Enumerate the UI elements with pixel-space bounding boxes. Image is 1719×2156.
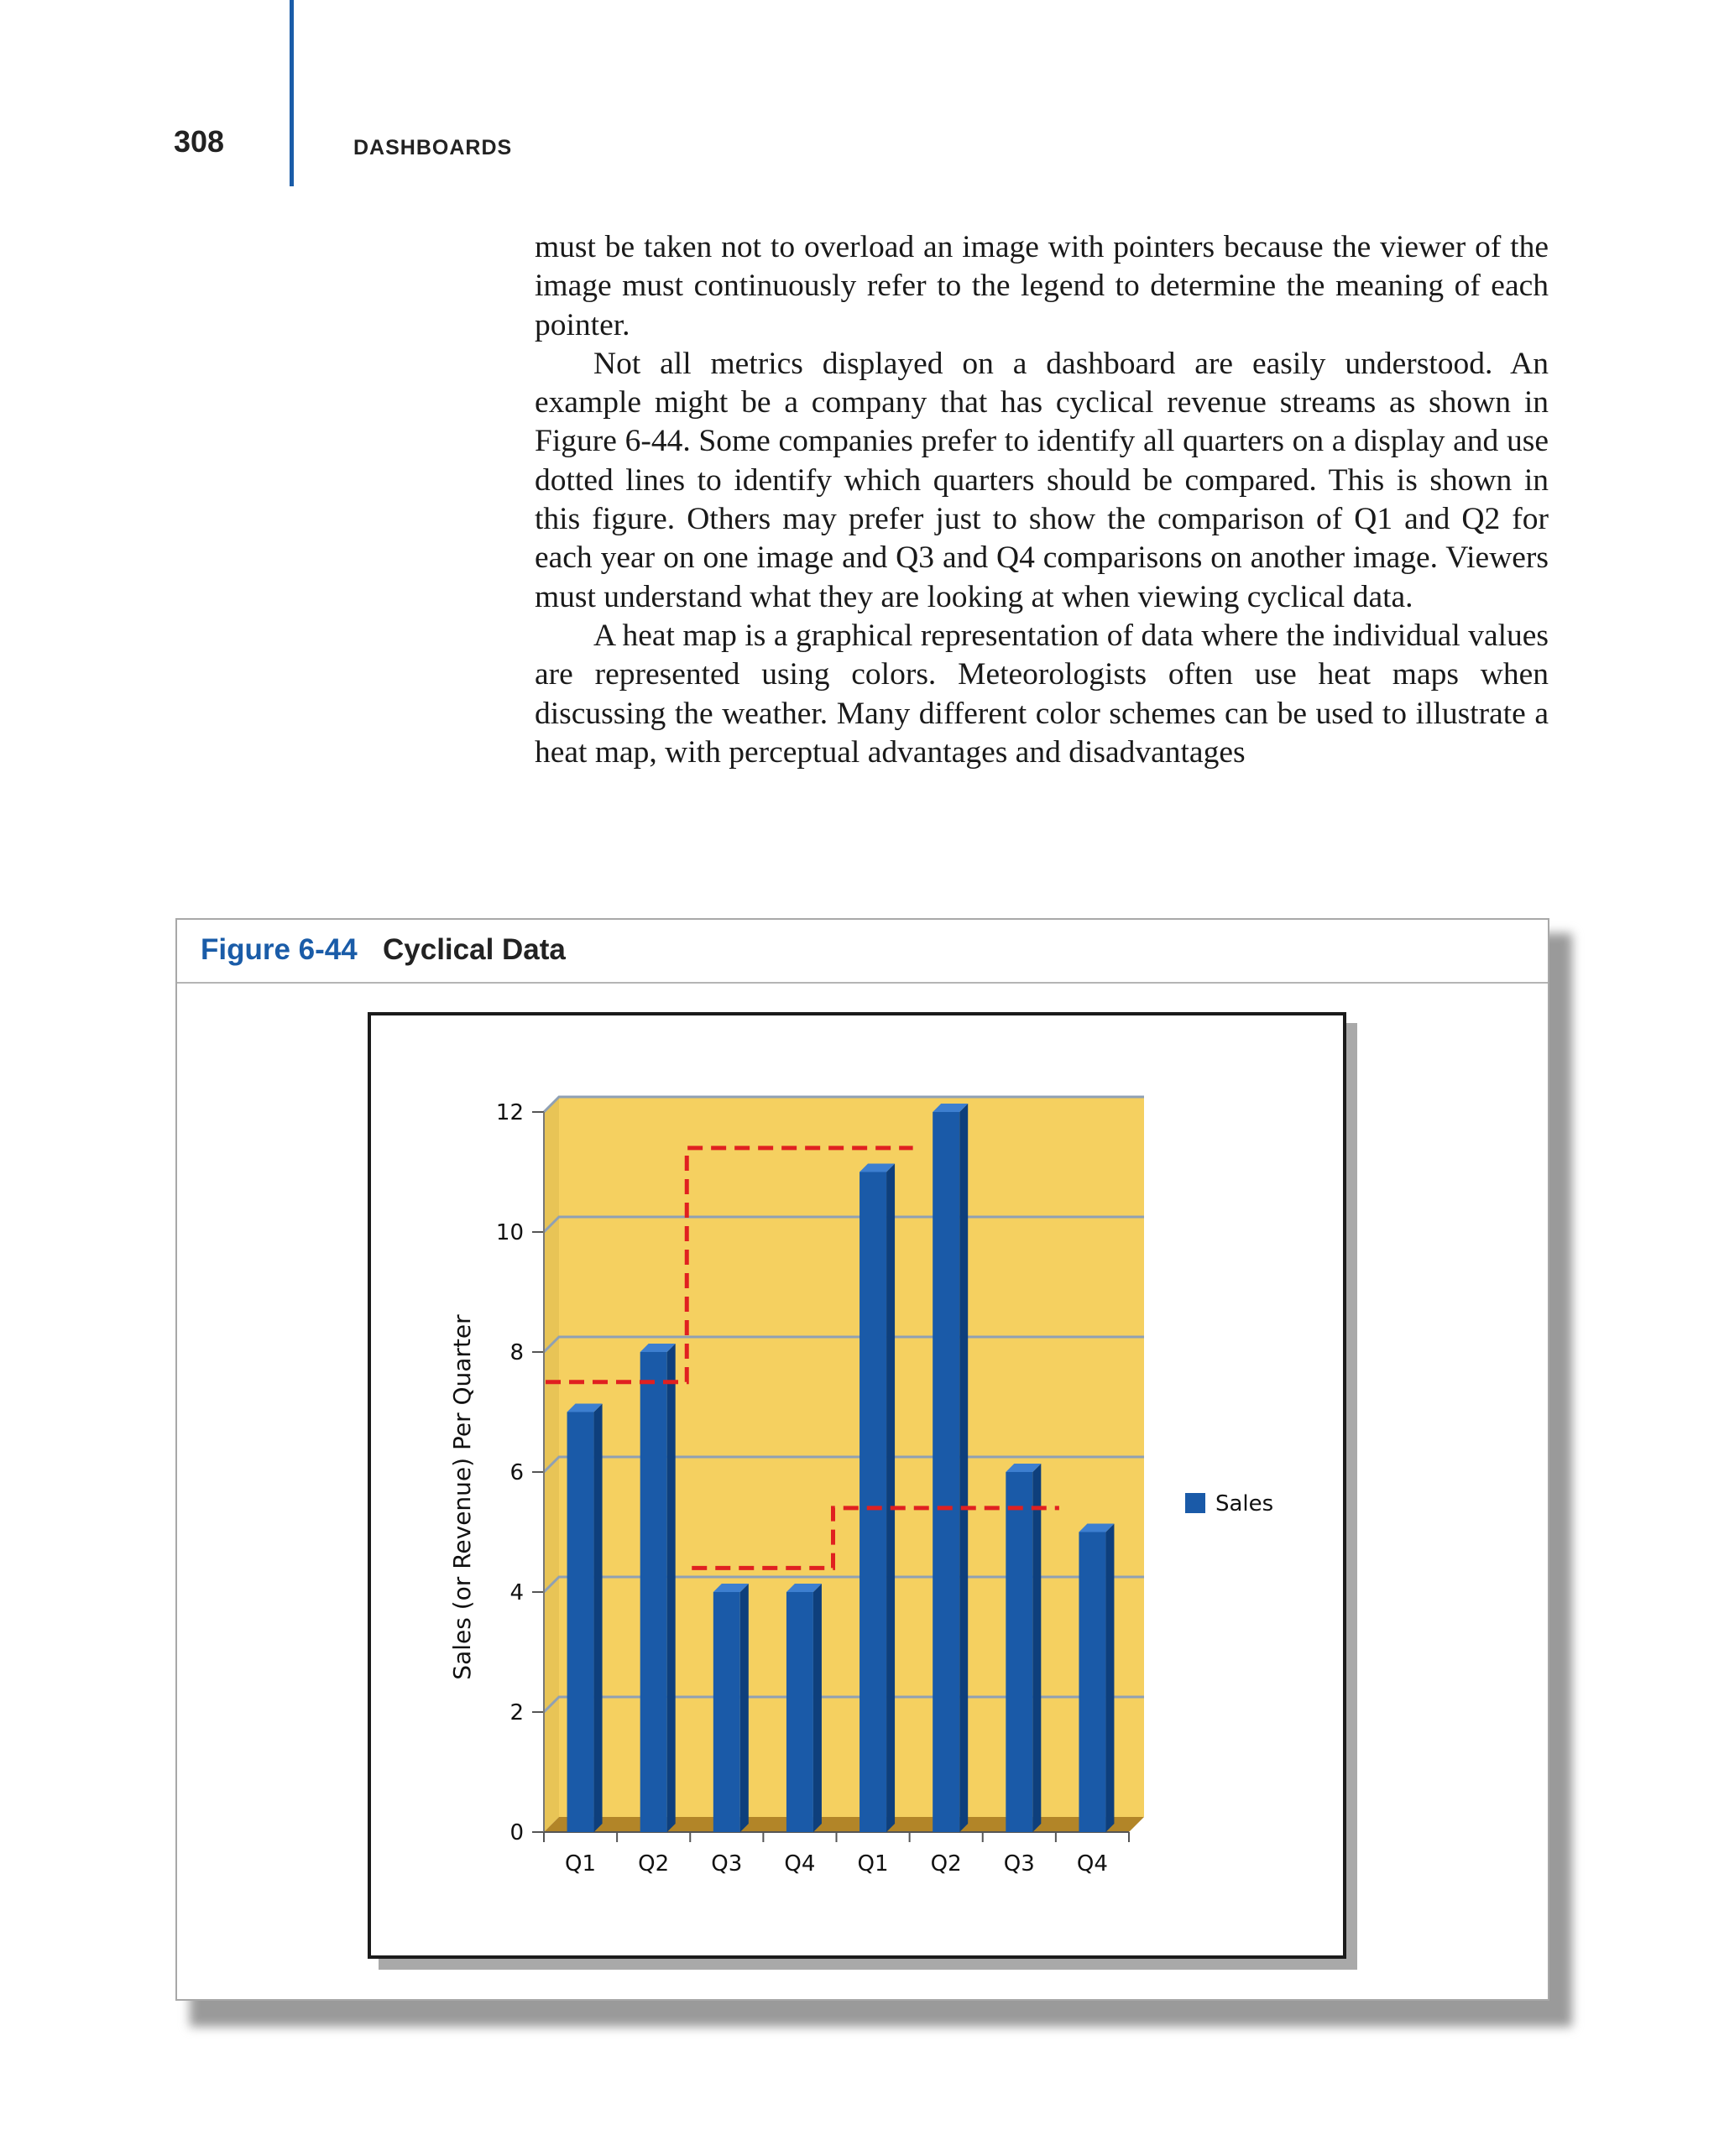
figure-label: Figure 6-44 xyxy=(201,933,358,966)
paragraph: A heat map is a graphical representation of data where the individual values are represented using colors. Meteorologists often use heat maps when discussing the weather. Many different color schemes can be used to illustrate a heat map, with perceptual advantages and disadvantages xyxy=(535,618,1549,770)
bar-side xyxy=(886,1164,895,1833)
bar xyxy=(640,1352,667,1832)
bar xyxy=(786,1592,813,1832)
y-tick-label: 0 xyxy=(509,1820,524,1845)
bar xyxy=(1006,1472,1032,1832)
paragraph: Not all metrics displayed on a dashboard are easily understood. An example might be a company that has cyclical revenue streams as shown in Figure 6-44. Some companies prefer to identify all quarters on a display and use dotted lines to identify which quarters should be compared. This is shown in this figure. Others may prefer just to show the comparison of Q1 and Q2 for each year on one image and Q3 and Q4 comparisons on another image. Viewers must understand what they are looking at when viewing cyclical data. xyxy=(535,346,1549,614)
bar xyxy=(933,1112,959,1832)
x-tick-label: Q4 xyxy=(1076,1851,1108,1877)
running-head: DASHBOARDS xyxy=(353,136,513,159)
figure-title: Cyclical Data xyxy=(383,933,566,966)
bar xyxy=(713,1592,740,1832)
y-tick-label: 6 xyxy=(509,1460,524,1485)
y-tick-label: 2 xyxy=(509,1700,524,1725)
paragraph: must be taken not to overload an image with pointers because the viewer of the image must continuously refer to the legend to determine the meaning of each pointer. xyxy=(535,230,1549,342)
x-tick-label: Q1 xyxy=(857,1851,889,1877)
page-number: 308 xyxy=(174,124,225,159)
x-tick-label: Q1 xyxy=(565,1851,597,1877)
bar-side xyxy=(959,1104,968,1832)
bar-side xyxy=(594,1404,603,1833)
x-tick-label: Q2 xyxy=(930,1851,962,1877)
y-axis-title: Sales (or Revenue) Per Quarter xyxy=(448,1314,476,1680)
bar-side xyxy=(1032,1464,1041,1832)
x-tick-label: Q2 xyxy=(638,1851,670,1877)
x-tick-label: Q4 xyxy=(784,1851,816,1877)
x-tick-label: Q3 xyxy=(711,1851,743,1877)
x-tick-label: Q3 xyxy=(1003,1851,1035,1877)
bar xyxy=(567,1412,594,1833)
y-tick-label: 10 xyxy=(495,1220,524,1245)
bar-side xyxy=(740,1584,749,1832)
bar-side xyxy=(1105,1524,1114,1833)
y-tick-label: 4 xyxy=(509,1580,524,1605)
bar xyxy=(1079,1532,1105,1833)
bar-side xyxy=(813,1584,822,1832)
bar xyxy=(860,1172,886,1833)
legend-label: Sales xyxy=(1215,1491,1274,1517)
legend-swatch xyxy=(1185,1493,1205,1513)
chart-floor xyxy=(544,1817,1144,1832)
y-tick-label: 12 xyxy=(495,1100,524,1125)
bar-side xyxy=(667,1344,676,1832)
y-tick-label: 8 xyxy=(509,1340,524,1365)
